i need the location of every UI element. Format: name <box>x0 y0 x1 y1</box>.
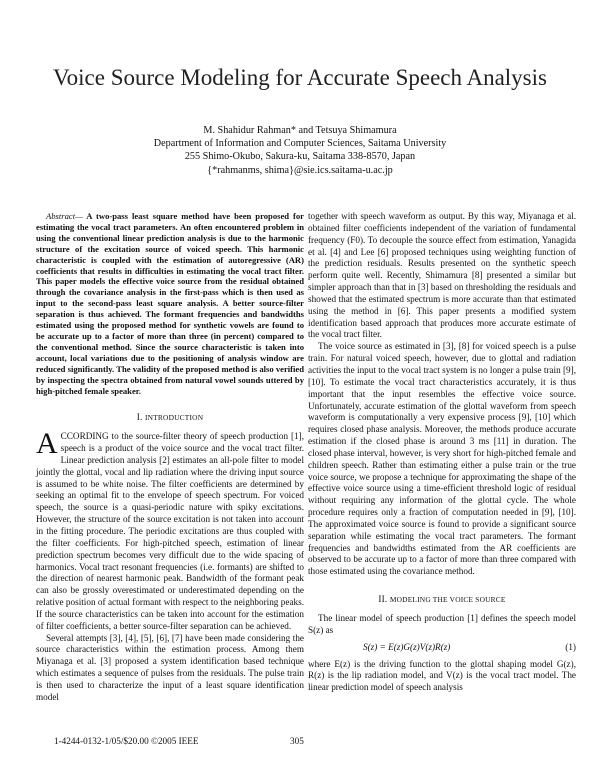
paper-title: Voice Source Modeling for Accurate Speech Analysis <box>53 65 547 90</box>
intro-paragraph-1 <box>36 427 304 632</box>
abstract-text: A two-pass least square method have been proposed for estimating the vocal tract parameters. An often encountered problem in using the conventional linear prediction analysis is due to the harmonic structure of the excitation source of voiced speech. This harmonic characteristic is coupled with the estimation of autoregressive (AR) coefficients that results in difficulties in estimating the vocal tract filter. This paper models the effective voice source from the residual obtained through the covariance analysis in the first-pass which is then used as input to the second-pass least square analysis. A better source-filter separation is thus achieved. The formant frequencies and bandwidths estimated using the proposed method for synthetic vowels are found to be accurate up to a factor of more than three (in percent) compared to the conventional method. Since the source characteristic is taken into account, local variations due to the positioning of analysis window are reduced significantly. The validity of the proposed method is also verified by inspecting the spectra obtained from natural vowel sounds uttered by high-pitched female speaker. <box>36 211 304 396</box>
footer-page-number: 305 <box>290 736 304 746</box>
model-paragraph-1: The linear model of speech production [1] defines the speech model S(z) as <box>308 613 576 635</box>
intro-paragraph-2: Several attempts [3], [4], [5], [6], [7] have been made considering the source characteristics within the estimation process. Among them Miyanaga et al. [3] proposed a system identification based technique which estimates a sequence of pulses from the residuals. The pulse train is then used to characterize the input of a least square identification model <box>36 632 304 702</box>
intro-paragraph-4: The voice source as estimated in [3], [8] for voiced speech is a pulse train. For natural voiced speech, however, due to glottal and radiation activities the input to the vocal tract system is no longer a pulse train [9], [10]. To estimate the vocal tract characteristics accurately, it is thus important that the input resembles the effective voice source. Unfortunately, accurate estimation of the glottal waveform from speech waveform is computationally a very expensive process [9], [10] which requires closed phase analysis. Moreover, the methods produce accurate estimation if the closed phase is around 3 ms [11] in duration. The closed phase interval, however, is very short for high-pitched female and children speech. Rather than estimating either a pulse train or the true voice source, we propose a technique for approximating the shape of the effective voice source using a time-efficient threshold logic of residual without requiring any information of the glottal cycle. The whole procedure requires only a fraction of computation needed in [9], [10]. The approximated voice source is found to provide a significant source separation while estimating the vocal tract parameters. The formant frequencies and bandwidths estimated from the AR coefficients are observed to be accurate up to a factor of more than three compared with those estimated using the covariance method. <box>308 341 576 577</box>
equation-1-number: (1) <box>565 641 576 652</box>
section-1-number: I. <box>136 412 143 423</box>
intro-paragraph-3: together with speech waveform as output. By this way, Miyanaga et al. obtained filter coefficients independent of the variation of fundamental frequency (F0). To decouple the source effect from estimation, Yanagida et al. [4] and Lee [6] proposed techniques using weighting function of the prediction residuals. Results presented on the synthetic speech perform quite well. Recently, Shimamura [8] presented a similar but simpler approach than that in [3] based on thresholding the residuals and showed that the estimated spectrum is more accurate than that estimated using the method in [6]. This paper presents a modified system identification based approach that produces more accurate estimate of the vocal tract filter. <box>308 211 576 340</box>
section-2-number: II. <box>378 594 388 605</box>
left-column <box>36 211 304 704</box>
abstract-label: Abstract <box>46 211 76 221</box>
right-column <box>308 211 576 694</box>
author-block <box>40 124 560 177</box>
dropcap: A <box>36 427 58 461</box>
section-1-title: INTRODUCTION <box>145 413 204 423</box>
abstract: Abstract— A two-pass least square method have been proposed for estimating the vocal tract parameters. An often encountered problem in using the conventional linear prediction analysis is due to the harmonic structure of the excitation source of voiced speech. This harmonic characteristic is coupled with the estimation of autoregressive (AR) coefficients that results in difficulties in estimating the vocal tract filter. This paper models the effective voice source from the residual obtained through the covariance analysis in the first-pass which is then used as input to the second-pass least square analysis. A better source-filter separation is thus achieved. The formant frequencies and bandwidths estimated using the proposed method for synthetic vowels are found to be accurate up to a factor of more than three (in percent) compared to the conventional method. Since the source characteristic is taken into account, local variations due to the positioning of analysis window are reduced significantly. The validity of the proposed method is also verified by inspecting the spectra obtained from natural vowel sounds uttered by high-pitched female speaker. <box>36 211 304 396</box>
equation-1 <box>308 642 576 654</box>
section-2-heading <box>308 594 576 606</box>
equation-1-body: S(z) = E(z)G(z)V(z)R(z) <box>363 641 451 652</box>
author-email: {*rahmanms, shima}@sie.ics.saitama-u.ac.jp <box>207 164 393 176</box>
footer-copyright: 1-4244-0132-1/05/$20.00 ©2005 IEEE <box>54 736 199 746</box>
author-affiliation: Department of Information and Computer Sciences, Saitama University <box>153 138 447 150</box>
section-1-heading <box>36 412 304 424</box>
model-paragraph-2: where E(z) is the driving function to the glottal shaping model G(z), R(z) is the lip radiation model, and V(z) is the vocal tract model. The linear prediction model of speech analysis <box>308 658 576 693</box>
intro-paragraph-1-text: CCORDING to the source-filter theory of speech production [1], speech is a product of the voice source and the vocal tract filter. Linear prediction analysis [2] estimates an all-pole filter to model jointly the glottal, vocal and lip radiation where the driving input source is assumed to be white noise. The filter coefficients are determined by seeking an optimal fit to the envelope of speech spectrum. For voiced speech, the source is a quasi-periodic nature with spiky excitations. However, the structure of the source excitation is not taken into account in the fitting procedure. The periodic excitations are thus coupled with the filter coefficients. For high-pitched speech, estimation of linear prediction spectrum becomes very difficult due to the wide spacing of harmonics. Vocal tract resonant frequencies (i.e. formants) are shifted to the direction of nearest harmonic peak. Bandwidth of the formant peak can also be grossly overestimated or underestimated depending on the relative position of actual formant with respect to the neighboring peaks. If the source characteristics can be taken into account for the estimation of filter coefficients, a better source-filter separation can be achieved. <box>36 431 304 631</box>
section-2-title: MODELING THE VOICE SOURCE <box>389 595 506 605</box>
author-address: 255 Shimo-Okubo, Sakura-ku, Saitama 338-8570, Japan <box>184 151 416 163</box>
author-names: M. Shahidur Rahman* and Tetsuya Shimamura <box>203 125 397 136</box>
